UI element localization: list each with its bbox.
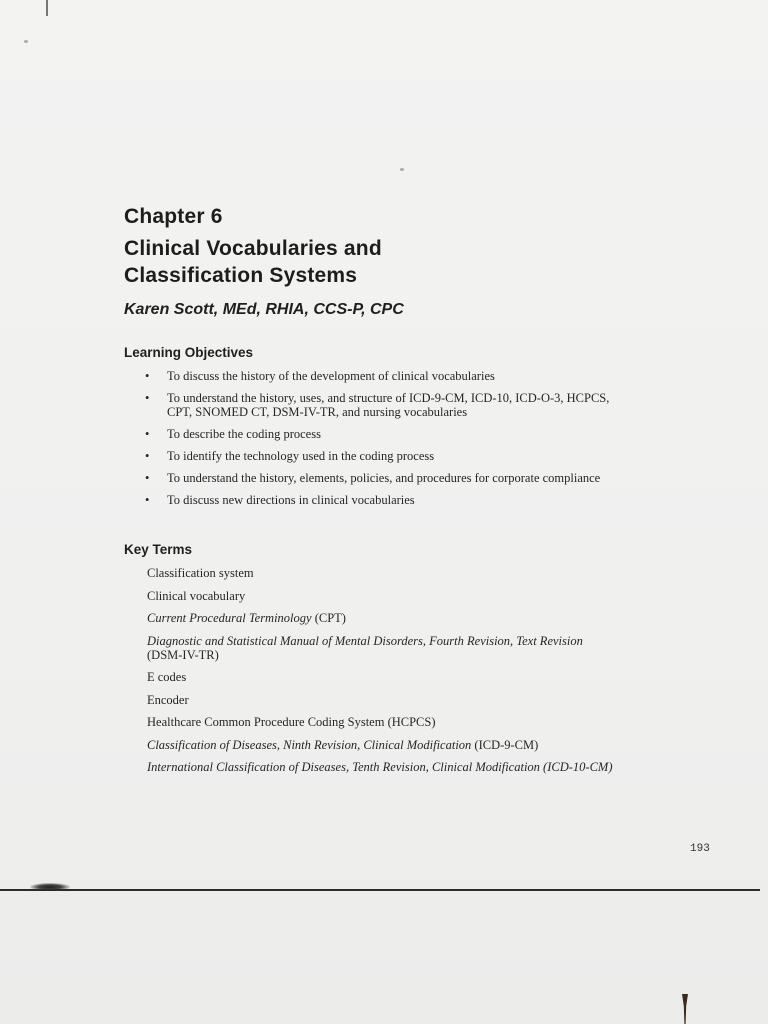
key-term-italic: Classification of Diseases, Ninth Revision, Clinical Modification: [147, 737, 472, 752]
key-term-plain: (DSM-IV-TR): [147, 647, 219, 662]
bullet-icon: •: [145, 493, 150, 507]
key-term-italic: Diagnostic and Statistical Manual of Mental Disorders, Fourth Revision, Text Revision: [147, 633, 583, 648]
key-term: [147, 566, 617, 580]
objective-item: [145, 471, 615, 485]
key-term-plain: (ICD-9-CM): [471, 737, 539, 752]
learning-objectives-list: [145, 369, 615, 515]
key-term: [147, 611, 617, 625]
key-terms-heading: Key Terms: [124, 542, 193, 557]
key-term: [147, 693, 617, 707]
key-term-italic: Current Procedural Terminology: [147, 611, 312, 625]
objective-text: To describe the coding process: [167, 427, 321, 441]
key-term: [147, 634, 617, 662]
bullet-icon: •: [145, 391, 150, 405]
scan-mark-top: [46, 0, 48, 16]
key-terms-list: [147, 566, 617, 783]
objective-text: To discuss the history of the development of clinical vocabularies: [167, 369, 495, 383]
objective-text: To discuss new directions in clinical vocabularies: [167, 493, 415, 507]
key-term: [147, 738, 617, 752]
chapter-author: Karen Scott, MEd, RHIA, CCS-P, CPC: [124, 301, 404, 318]
key-term-plain: Clinical vocabulary: [147, 588, 246, 603]
objective-item: [145, 369, 615, 383]
chapter-title: [124, 235, 382, 289]
chapter-title-line-1: Clinical Vocabularies and: [124, 237, 382, 260]
page-number: 193: [690, 843, 710, 855]
key-term-plain: E codes: [147, 670, 187, 684]
key-term-italic: International Classification of Diseases, Tenth Revision, Clinical Modification (ICD-10-CM): [147, 760, 613, 774]
key-term: [147, 760, 617, 774]
objective-item: [145, 391, 615, 419]
objective-text: To identify the technology used in the coding process: [167, 449, 435, 463]
key-term-plain: Healthcare Common Procedure Coding System (HCPCS): [147, 715, 436, 729]
chapter-label: Chapter 6: [124, 205, 223, 228]
key-term: [147, 670, 617, 684]
key-term: [147, 589, 617, 603]
key-term-plain: Classification system: [147, 566, 254, 580]
key-term: [147, 715, 617, 729]
scan-speck: [400, 168, 404, 171]
key-term-plain: (CPT): [311, 611, 346, 625]
bullet-icon: •: [145, 427, 150, 441]
key-term-plain: Encoder: [147, 692, 189, 707]
objective-item: [145, 427, 615, 441]
objective-item: [145, 449, 615, 463]
learning-objectives-heading: Learning Objectives: [124, 345, 254, 360]
objective-item: [145, 493, 615, 507]
objective-text: To understand the history, uses, and structure of ICD-9-CM, ICD-10, ICD-O-3, HCPCS, CPT, SNOMED CT, DSM-IV-TR, and nursing vocabularies: [167, 391, 610, 419]
bullet-icon: •: [145, 449, 150, 463]
bullet-icon: •: [145, 369, 150, 383]
scan-mark-bottom: [682, 994, 688, 1024]
objective-text: To understand the history, elements, policies, and procedures for corporate compliance: [167, 471, 601, 485]
bullet-icon: •: [145, 471, 150, 485]
footer-rule: [0, 889, 760, 891]
chapter-title-line-2: Classification Systems: [124, 264, 358, 287]
scan-speck: [24, 40, 28, 43]
